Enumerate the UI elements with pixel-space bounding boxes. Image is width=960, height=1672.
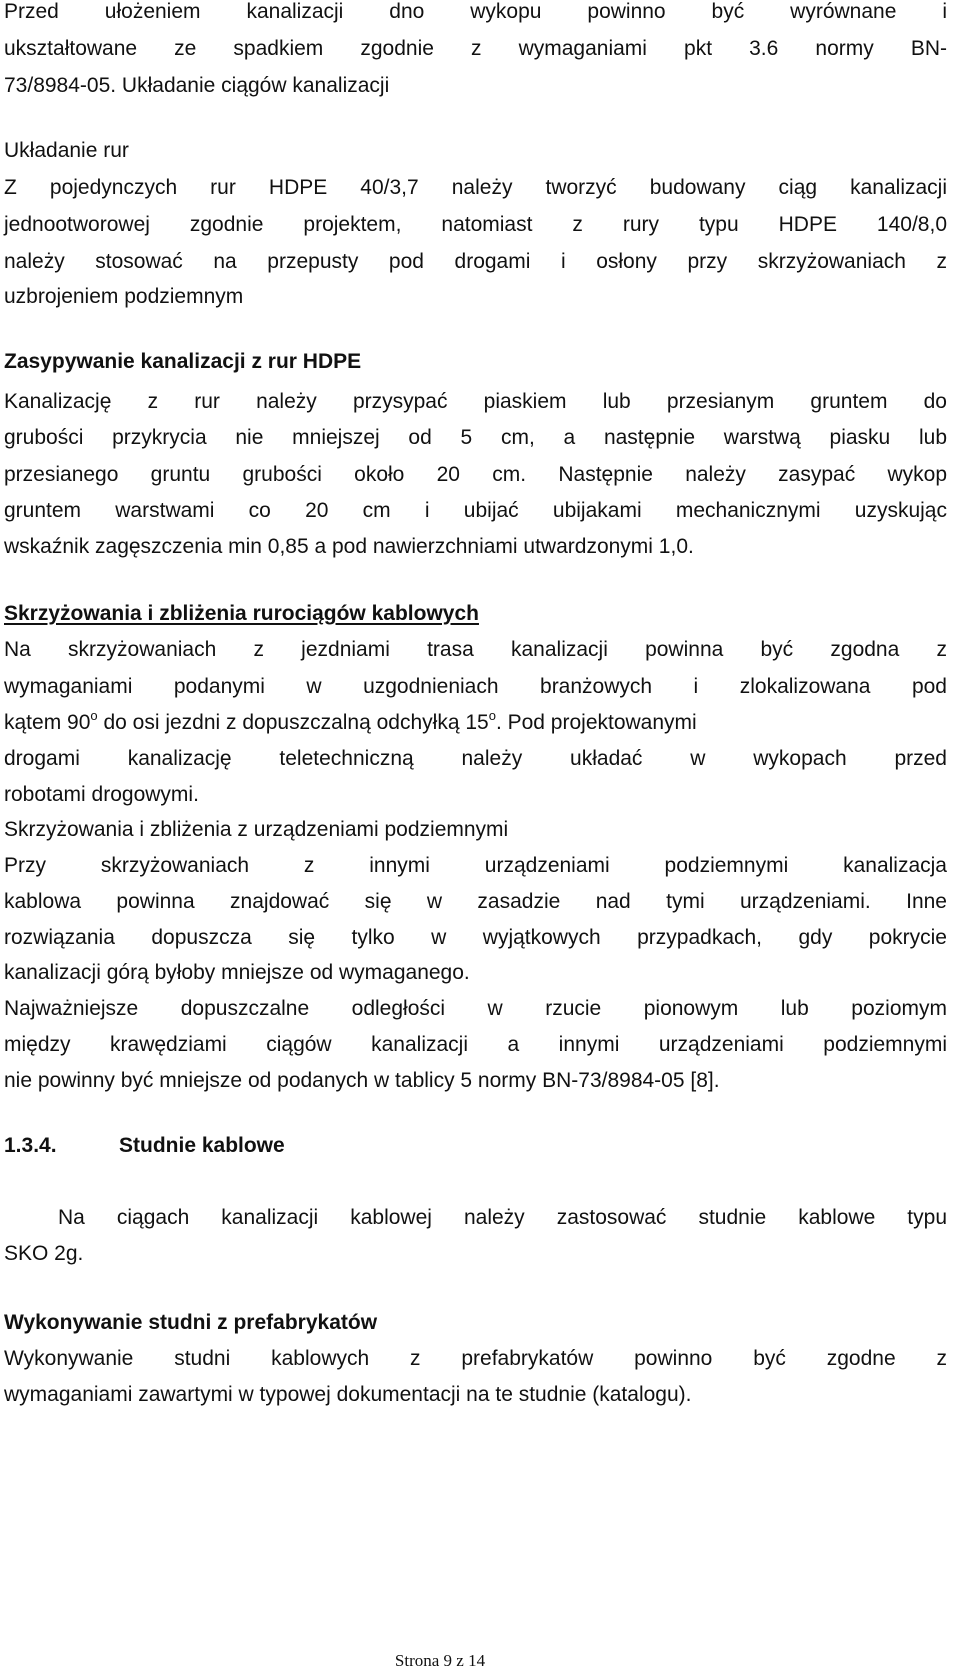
text-line: drogami kanalizację teletechniczną należy układać w wykopach przed (4, 747, 947, 770)
section-heading: Zasypywanie kanalizacji z rur HDPE (4, 350, 362, 373)
text-line: Kanalizację z rur należy przysypać piaskiem lub przesianym gruntem do (4, 390, 947, 413)
section-title: Studnie kablowe (119, 1134, 285, 1157)
text-run: do osi jezdni z dopuszczalną odchyłką 15 (97, 711, 489, 734)
text-line: SKO 2g. (4, 1242, 84, 1265)
text-line: rozwiązania dopuszcza się tylko w wyjątkowych przypadkach, gdy pokrycie (4, 926, 947, 949)
text-line: jednootworowej zgodnie projektem, natomiast z rury typu HDPE 140/8,0 (4, 213, 947, 236)
text-line: Przy skrzyżowaniach z innymi urządzeniami podziemnymi kanalizacja (4, 854, 947, 877)
section-heading: Wykonywanie studni z prefabrykatów (4, 1311, 378, 1334)
text-line: Na skrzyżowaniach z jezdniami trasa kanalizacji powinna być zgodna z (4, 638, 947, 661)
text-line: kablowa powinna znajdować się w zasadzie nad tymi urządzeniami. Inne (4, 890, 947, 913)
section-heading: Skrzyżowania i zbliżenia rurociągów kablowych (4, 602, 479, 625)
text-line: gruntem warstwami co 20 cm i ubijać ubijakami mechanicznymi uzyskując (4, 499, 947, 522)
text-line: należy stosować na przepusty pod drogami i osłony przy skrzyżowaniach z (4, 250, 947, 273)
text-run: . Pod projektowanymi (495, 711, 697, 734)
text-line: przesianego gruntu grubości około 20 cm. Następnie należy zasypać wykop (4, 463, 947, 486)
text-line: uzbrojeniem podziemnym (4, 285, 244, 308)
degree-superscript: o (488, 708, 496, 723)
section-heading: Układanie rur (4, 139, 129, 162)
text-line: wymaganiami podanymi w uzgodnieniach branżowych i zlokalizowana pod (4, 675, 947, 698)
text-line: 73/8984-05. Układanie ciągów kanalizacji (4, 74, 390, 97)
text-line: grubości przykrycia nie mniejszej od 5 cm, a następnie warstwą piasku lub (4, 426, 947, 449)
page-footer: Strona 9 z 14 (394, 1651, 486, 1670)
degree-superscript: o (90, 708, 98, 723)
section-number: 1.3.4. (4, 1134, 57, 1157)
text-line: Na ciągach kanalizacji kablowej należy zastosować studnie kablowe typu (58, 1206, 947, 1229)
text-run: kątem 90 (4, 711, 91, 734)
text-line: Najważniejsze dopuszczalne odległości w rzucie pionowym lub poziomym (4, 997, 947, 1020)
text-line: nie powinny być mniejsze od podanych w tablicy 5 normy BN-73/8984-05 [8]. (4, 1069, 720, 1092)
text-line: Przed ułożeniem kanalizacji dno wykopu powinno być wyrównane i (4, 0, 947, 23)
section-heading: Skrzyżowania i zbliżenia z urządzeniami podziemnymi (4, 818, 509, 841)
text-line-with-superscripts (4, 705, 947, 741)
text-line: Wykonywanie studni kablowych z prefabrykatów powinno być zgodne z (4, 1347, 947, 1370)
text-line: między krawędziami ciągów kanalizacji a innymi urządzeniami podziemnymi (4, 1033, 947, 1056)
text-line: wskaźnik zagęszczenia min 0,85 a pod nawierzchniami utwardzonymi 1,0. (4, 535, 694, 558)
text-line: kanalizacji górą byłoby mniejsze od wymaganego. (4, 961, 470, 984)
text-line: wymaganiami zawartymi w typowej dokumentacji na te studnie (katalogu). (4, 1383, 692, 1406)
text-line: robotami drogowymi. (4, 783, 199, 806)
text-line: Z pojedynczych rur HDPE 40/3,7 należy tworzyć budowany ciąg kanalizacji (4, 176, 947, 199)
text-line: ukształtowane ze spadkiem zgodnie z wymaganiami pkt 3.6 normy BN- (4, 37, 947, 60)
